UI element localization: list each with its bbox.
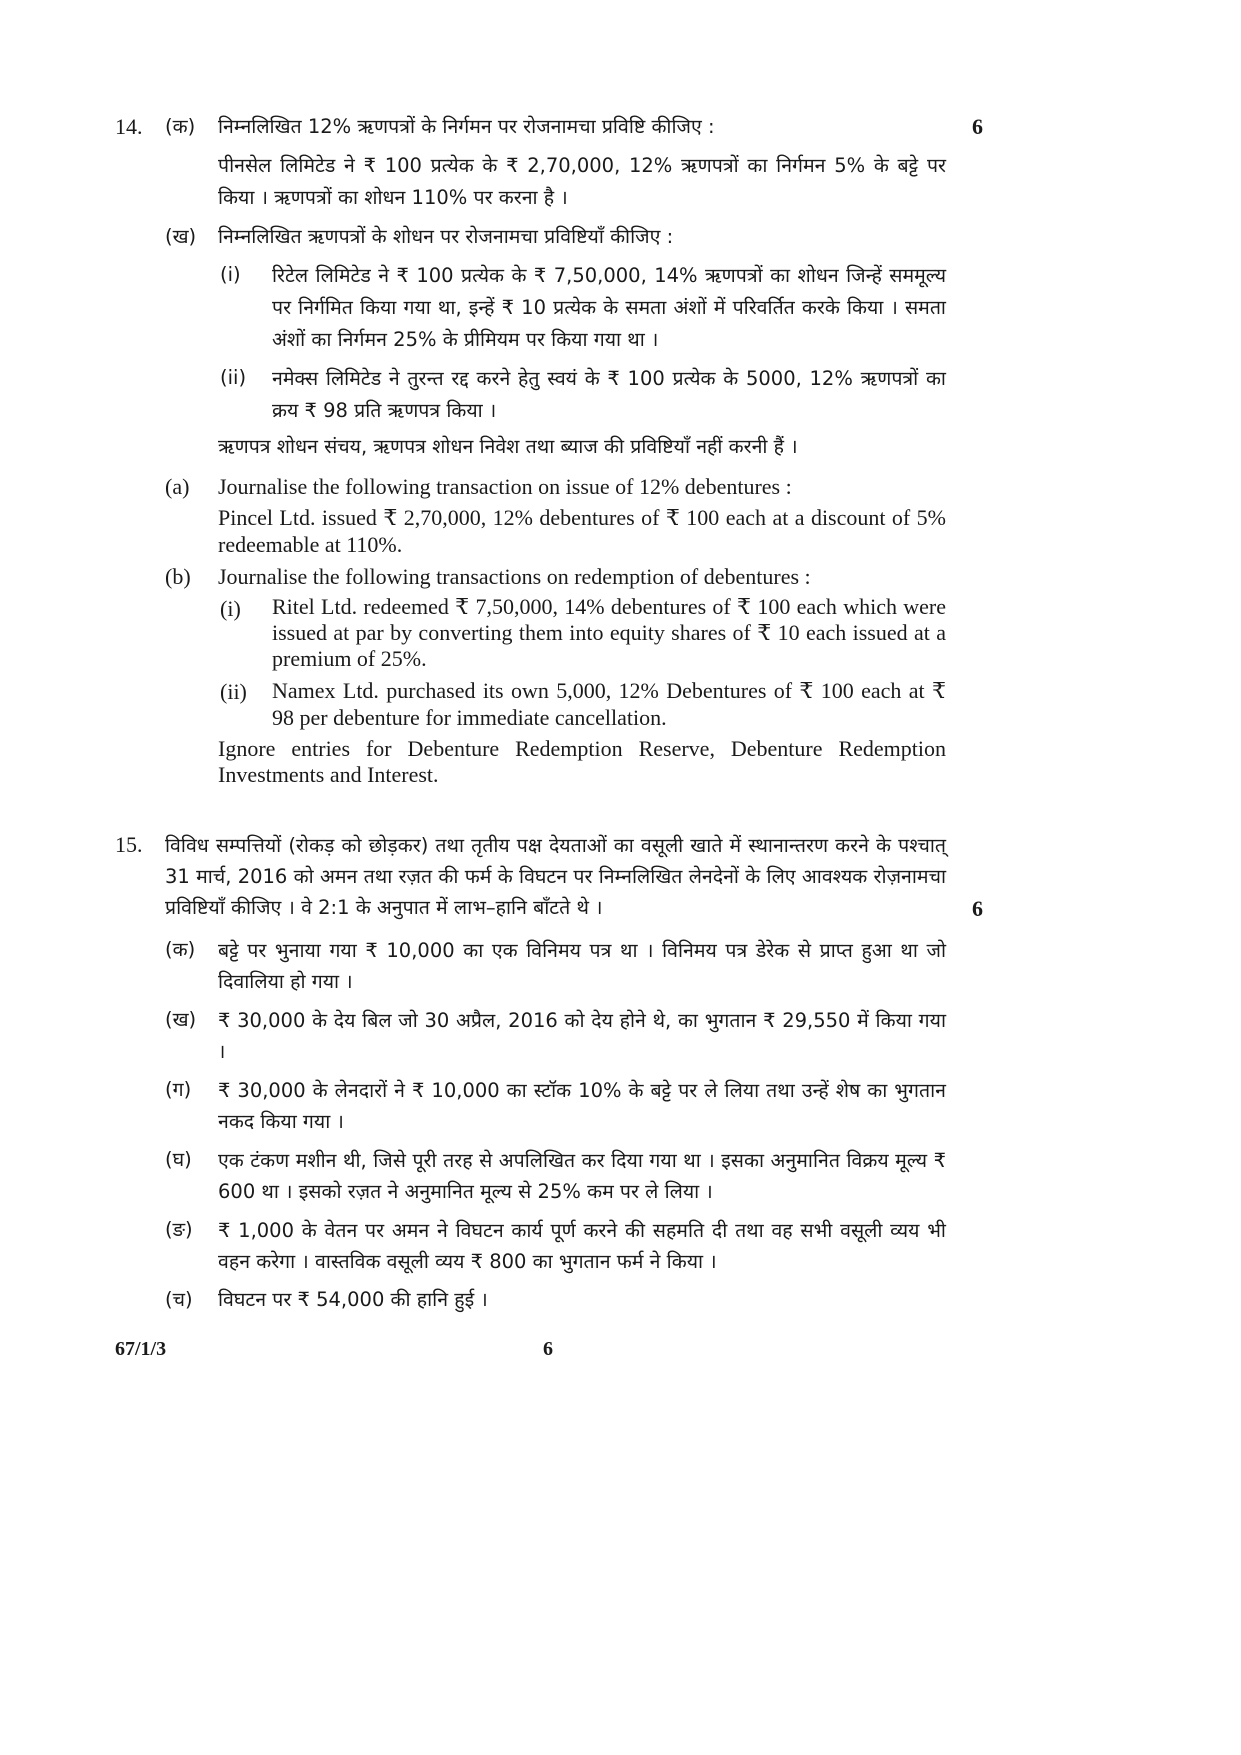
q15-item-label: (घ) bbox=[165, 1148, 192, 1171]
q14-hindi-note: ऋणपत्र शोधन संचय, ऋणपत्र शोधन निवेश तथा ब्याज की प्रविष्टियाँ नहीं करनी हैं । bbox=[218, 435, 798, 458]
q15-item-text: बट्टे पर भुनाया गया ₹ 10,000 का एक विनिमय पत्र था । विनिमय पत्र डेरेक से प्राप्त हुआ था जो दिवालिया हो गया । bbox=[218, 939, 946, 993]
paper-code: 67/1/3 bbox=[115, 1338, 167, 1360]
q15-item-text: एक टंकण मशीन थी, जिसे पूरी तरह से अपलिखित कर दिया गया था । इसका अनुमानित विक्रय मूल्य ₹ 600 था । इसको रज़त ने अनुमानित मूल्य से 25% कम पर ले लिया । bbox=[218, 1149, 946, 1203]
q15-item-text: ₹ 1,000 के वेतन पर अमन ने विघटन कार्य पूर्ण करने की सहमति दी तथा वह सभी वसूली व्यय भी वहन करेगा । वास्तविक वसूली व्यय ₹ 800 का भुगतान फर्म ने किया । bbox=[218, 1219, 946, 1273]
q14-hindi-a-label: (क) bbox=[165, 115, 196, 138]
q14-hindi-b-i-text: रिटेल लिमिटेड ने ₹ 100 प्रत्येक के ₹ 7,50,000, 14% ऋणपत्रों का शोधन जिन्हें सममूल्य पर निर्गमित किया गया था, इन्हें ₹ 10 प्रत्येक के समता अंशों में परिवर्तित करके किया । समता अंशों का निर्गमन 25% के प्रीमियम पर किया गया था । bbox=[272, 264, 946, 351]
q15-item-text: ₹ 30,000 के देय बिल जो 30 अप्रैल, 2016 को देय होने थे, का भुगतान ₹ 29,550 में किया गया । bbox=[218, 1009, 946, 1063]
q14-english-b-i-text: Ritel Ltd. redeemed ₹ 7,50,000, 14% debentures of ₹ 100 each which were issued at par by converting them into equity shares of ₹ 10 each issued at a premium of 25%. bbox=[272, 594, 946, 671]
q14-hindi-a-title: निम्नलिखित 12% ऋणपत्रों के निर्गमन पर रोजनामचा प्रविष्टि कीजिए : bbox=[218, 115, 715, 138]
q15-item-label: (ङ) bbox=[165, 1218, 193, 1241]
q14-hindi-b-i-label: (i) bbox=[220, 263, 241, 286]
q15-item-label: (क) bbox=[165, 938, 196, 961]
q14-english-a-title: Journalise the following transaction on issue of 12% debentures : bbox=[218, 474, 792, 499]
q14-english-b-title: Journalise the following transactions on redemption of debentures : bbox=[218, 564, 811, 589]
q14-english-a-label: (a) bbox=[165, 474, 190, 499]
q14-english-note: Ignore entries for Debenture Redemption Reserve, Debenture Redemption Investments and Interest. bbox=[218, 736, 946, 787]
question-15-number: 15. bbox=[115, 832, 143, 857]
question-14-marks: 6 bbox=[972, 114, 983, 139]
q15-item-label: (ख) bbox=[165, 1008, 197, 1031]
q14-hindi-b-ii-label: (ii) bbox=[220, 366, 247, 389]
q14-hindi-a-body: पीनसेल लिमिटेड ने ₹ 100 प्रत्येक के ₹ 2,70,000, 12% ऋणपत्रों का निर्गमन 5% के बट्टे पर किया । ऋणपत्रों का शोधन 110% पर करना है । bbox=[218, 154, 946, 209]
q14-english-b-ii-text: Namex Ltd. purchased its own 5,000, 12% Debentures of ₹ 100 each at ₹ 98 per debenture for immediate cancellation. bbox=[272, 678, 946, 730]
question-15-marks: 6 bbox=[972, 896, 983, 921]
q15-item-text: विघटन पर ₹ 54,000 की हानि हुई । bbox=[218, 1288, 488, 1311]
question-14-number: 14. bbox=[115, 114, 143, 139]
q14-hindi-b-label: (ख) bbox=[165, 225, 197, 248]
q14-english-a-body: Pincel Ltd. issued ₹ 2,70,000, 12% debentures of ₹ 100 each at a discount of 5% redeemable at 110%. bbox=[218, 505, 946, 557]
q14-english-b-i-label: (i) bbox=[220, 596, 241, 621]
q15-item-label: (च) bbox=[165, 1288, 193, 1311]
q14-hindi-b-ii-text: नमेक्स लिमिटेड ने तुरन्त रद्द करने हेतु स्वयं के ₹ 100 प्रत्येक के 5000, 12% ऋणपत्रों का क्रय ₹ 98 प्रति ऋणपत्र किया । bbox=[272, 367, 946, 422]
q14-hindi-b-title: निम्नलिखित ऋणपत्रों के शोधन पर रोजनामचा प्रविष्टियाँ कीजिए : bbox=[218, 225, 674, 248]
q15-item-text: ₹ 30,000 के लेनदारों ने ₹ 10,000 का स्टॉक 10% के बट्टे पर ले लिया तथा उन्हें शेष का भुगतान नकद किया गया । bbox=[218, 1079, 946, 1133]
q14-english-b-label: (b) bbox=[165, 564, 191, 589]
q14-english-b-ii-label: (ii) bbox=[220, 679, 247, 704]
q15-intro: विविध सम्पत्तियों (रोकड़ को छोड़कर) तथा तृतीय पक्ष देयताओं का वसूली खाते में स्थानान्तरण करने के पश्चात् 31 मार्च, 2016 को अमन तथा रज़त की फर्म के विघटन पर निम्नलिखित लेनदेनों के लिए आवश्यक रोज़नामचा प्रविष्टियाँ कीजिए । वे 2:1 के अनुपात में लाभ–हानि बाँटते थे । bbox=[165, 834, 946, 919]
page-number: 6 bbox=[543, 1338, 553, 1360]
q15-item-label: (ग) bbox=[165, 1078, 192, 1101]
